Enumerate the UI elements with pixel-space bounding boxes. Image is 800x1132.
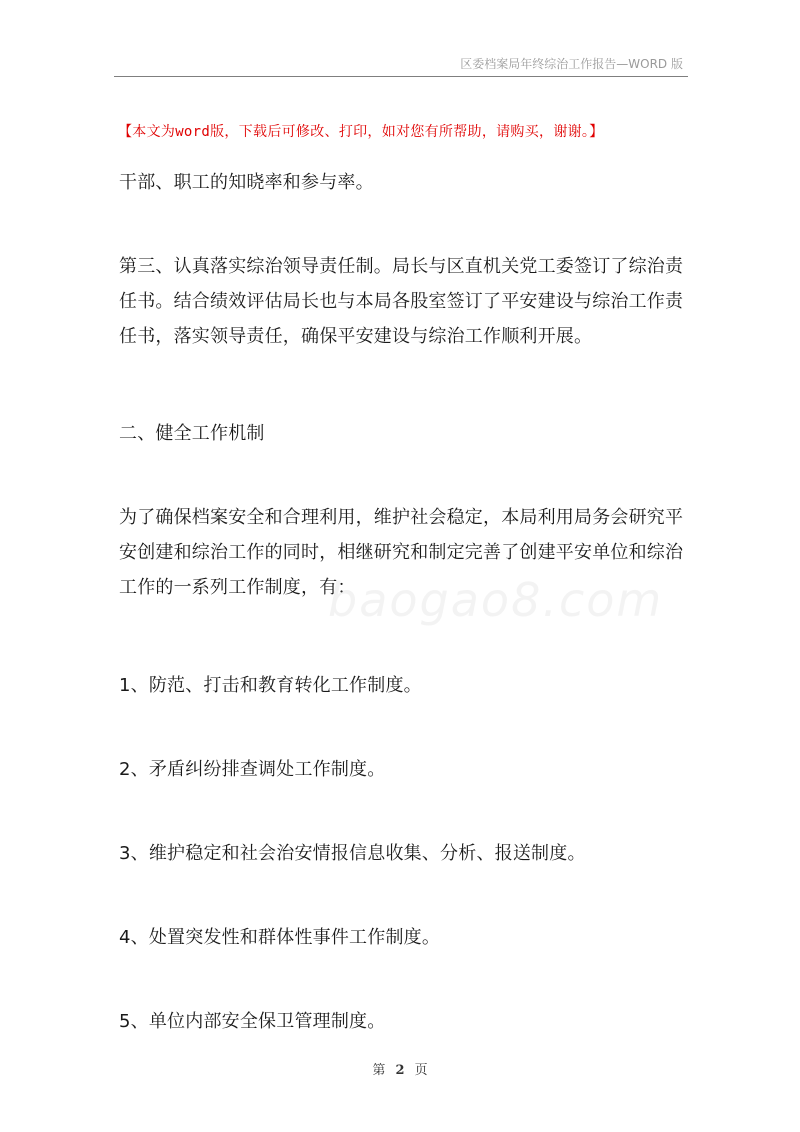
footer-prefix: 第 [372,1063,386,1078]
header-divider [114,76,688,77]
list-item: 5、单位内部安全保卫管理制度。 [119,1011,386,1032]
list-item: 3、维护稳定和社会治安情报信息收集、分析、报送制度。 [119,843,586,864]
page-footer [0,1059,800,1078]
watermark: baogao8.com [328,573,664,627]
paragraph-1: 干部、职工的知晓率和参与率。 [119,172,374,193]
page-number: 2 [395,1063,405,1078]
section-heading: 二、健全工作机制 [119,423,265,444]
footer-suffix: 页 [414,1063,428,1078]
running-header: 区委档案局年终综治工作报告—WORD 版 [460,57,683,71]
paragraph-4: 为了确保档案安全和合理利用，维护社会稳定，本局利用局务会研究平安创建和综治工作的同时，相继研究和制定完善了创建平安单位和综治工作的一系列工作制度，有： [119,507,684,598]
purchase-notice: 【本文为word版，下载后可修改、打印，如对您有所帮助，请购买，谢谢。】 [118,124,604,140]
paragraph-2: 第三、认真落实综治领导责任制。局长与区直机关党工委签订了综治责任书。结合绩效评估局长也与本局各股室签订了平安建设与综治工作责任书，落实领导责任，确保平安建设与综治工作顺利开展。 [119,256,684,347]
list-item: 1、防范、打击和教育转化工作制度。 [119,675,422,696]
list-item: 2、矛盾纠纷排查调处工作制度。 [119,759,386,780]
list-item: 4、处置突发性和群体性事件工作制度。 [119,927,441,948]
